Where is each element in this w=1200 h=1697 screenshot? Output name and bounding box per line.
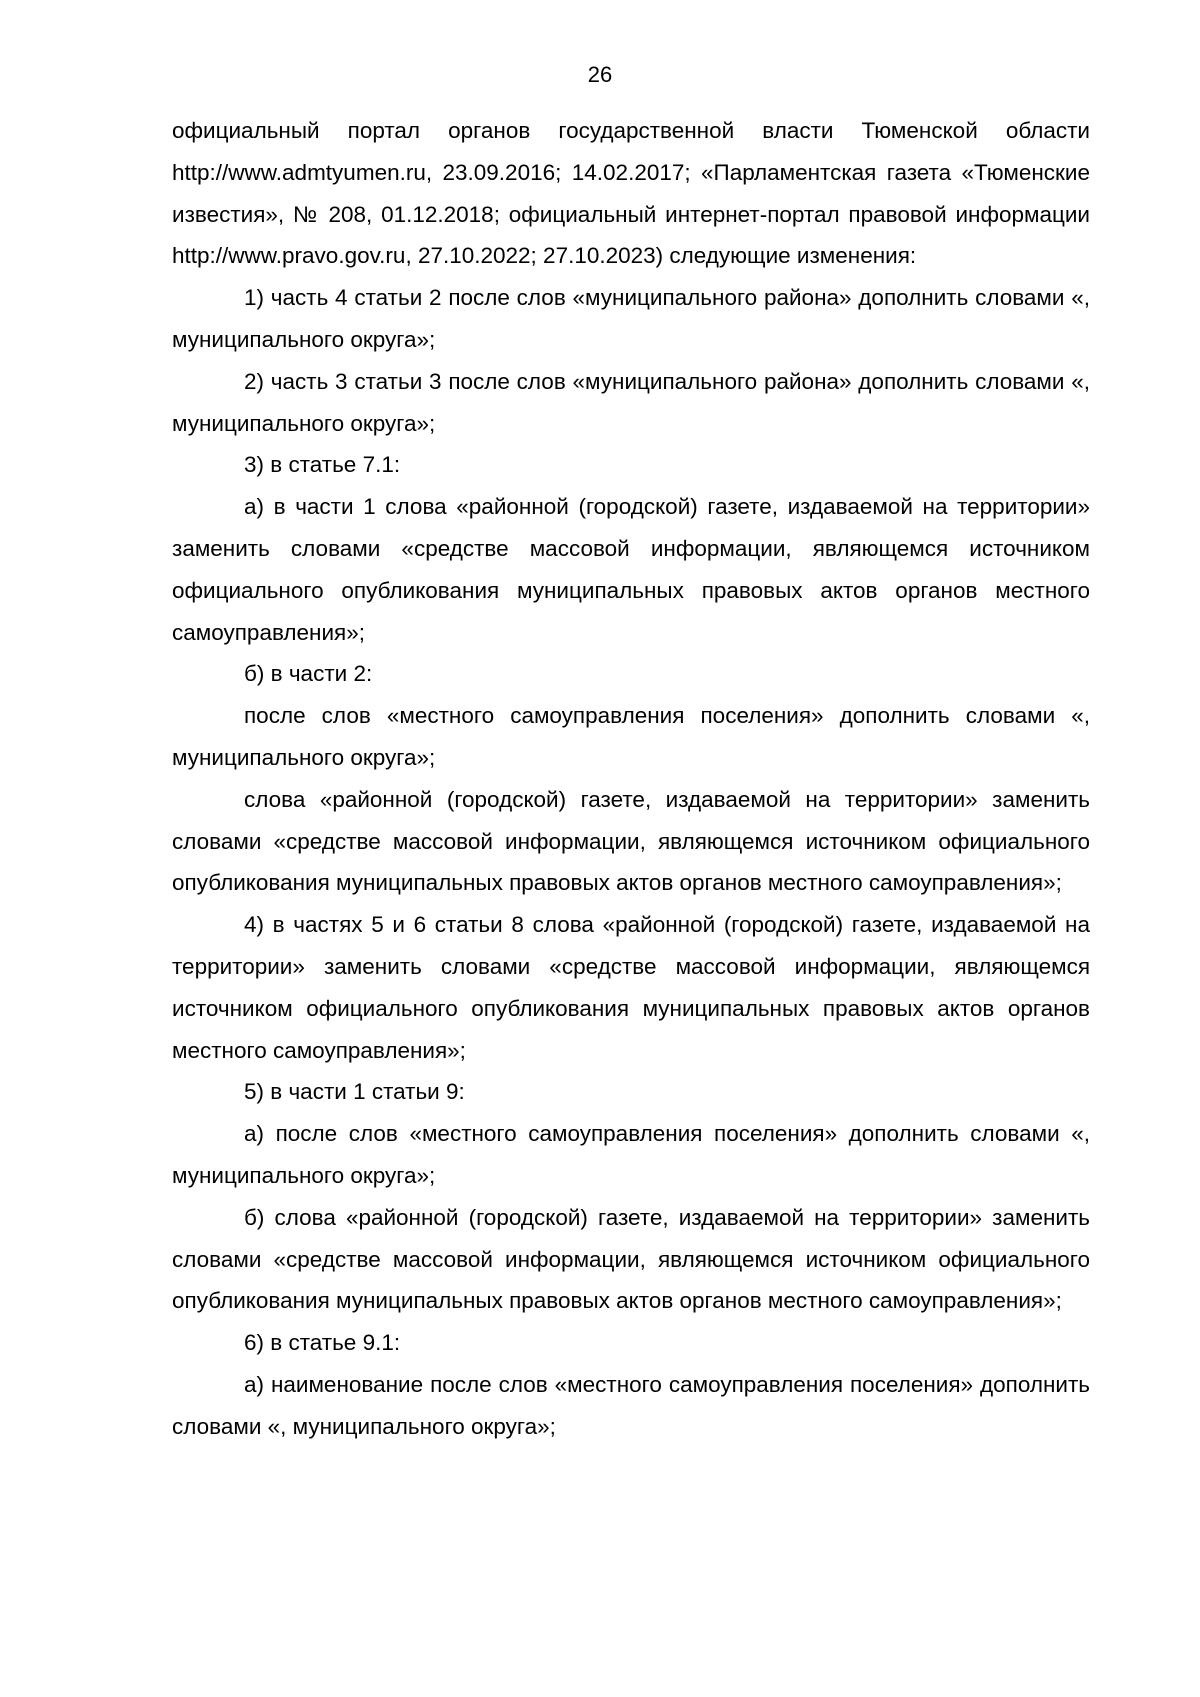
paragraph-item-6: 6) в статье 9.1: xyxy=(244,1330,401,1356)
paragraph-item-3b: б) в части 2: xyxy=(244,661,373,687)
paragraph-item-4: 4) в частях 5 и 6 статьи 8 слова «районной (городской) газете, издаваемой на территории» заменить словами «средстве массовой информации, являющемся источником официального опубликования муниципальных правовых актов органов местного самоуправления»; xyxy=(172,912,1090,1063)
paragraph-item-1: 1) часть 4 статьи 2 после слов «муниципального района» дополнить словами «, муниципального округа»; xyxy=(172,285,1090,352)
paragraph-item-5b: б) слова «районной (городской) газете, издаваемой на территории» заменить словами «средстве массовой информации, являющемся источником официального опубликования муниципальных правовых актов органов местного самоуправления»; xyxy=(172,1204,1090,1314)
page-number: 26 xyxy=(587,62,613,87)
paragraph-item-5: 5) в части 1 статьи 9: xyxy=(244,1079,465,1105)
paragraph-continuation: официальный портал органов государственной власти Тюменской области http://www.admtyumen.ru, 23.09.2016; 14.02.2017; «Парламентская газета «Тюменские известия», № 208, 01.12.2018; официальный интернет-портал правовой информации http://www.pravo.gov.ru, 27.10.2022; 27.10.2023) следующие изменения: xyxy=(172,118,1090,269)
paragraph-item-6a: а) наименование после слов «местного самоуправления поселения» дополнить словами «, муниципального округа»; xyxy=(172,1371,1090,1439)
paragraph-item-5a: а) после слов «местного самоуправления поселения» дополнить словами «, муниципального округа»; xyxy=(172,1121,1090,1188)
paragraph-item-2: 2) часть 3 статьи 3 после слов «муниципального района» дополнить словами «, муниципального округа»; xyxy=(172,368,1090,436)
paragraph-item-3: 3) в статье 7.1: xyxy=(244,452,401,478)
paragraph-item-3b-second: слова «районной (городской) газете, издаваемой на территории» заменить словами «средстве массовой информации, являющемся источником официального опубликования муниципальных правовых актов органов местного самоуправления»; xyxy=(172,786,1090,896)
paragraph-item-3b-first: после слов «местного самоуправления поселения» дополнить словами «, муниципального округа»; xyxy=(172,703,1090,770)
paragraph-item-3a: а) в части 1 слова «районной (городской) газете, издаваемой на территории» заменить словами «средстве массовой информации, являющемся источником официального опубликования муниципальных правовых актов органов местного самоуправления»; xyxy=(172,494,1090,645)
document-body xyxy=(172,110,1090,1448)
